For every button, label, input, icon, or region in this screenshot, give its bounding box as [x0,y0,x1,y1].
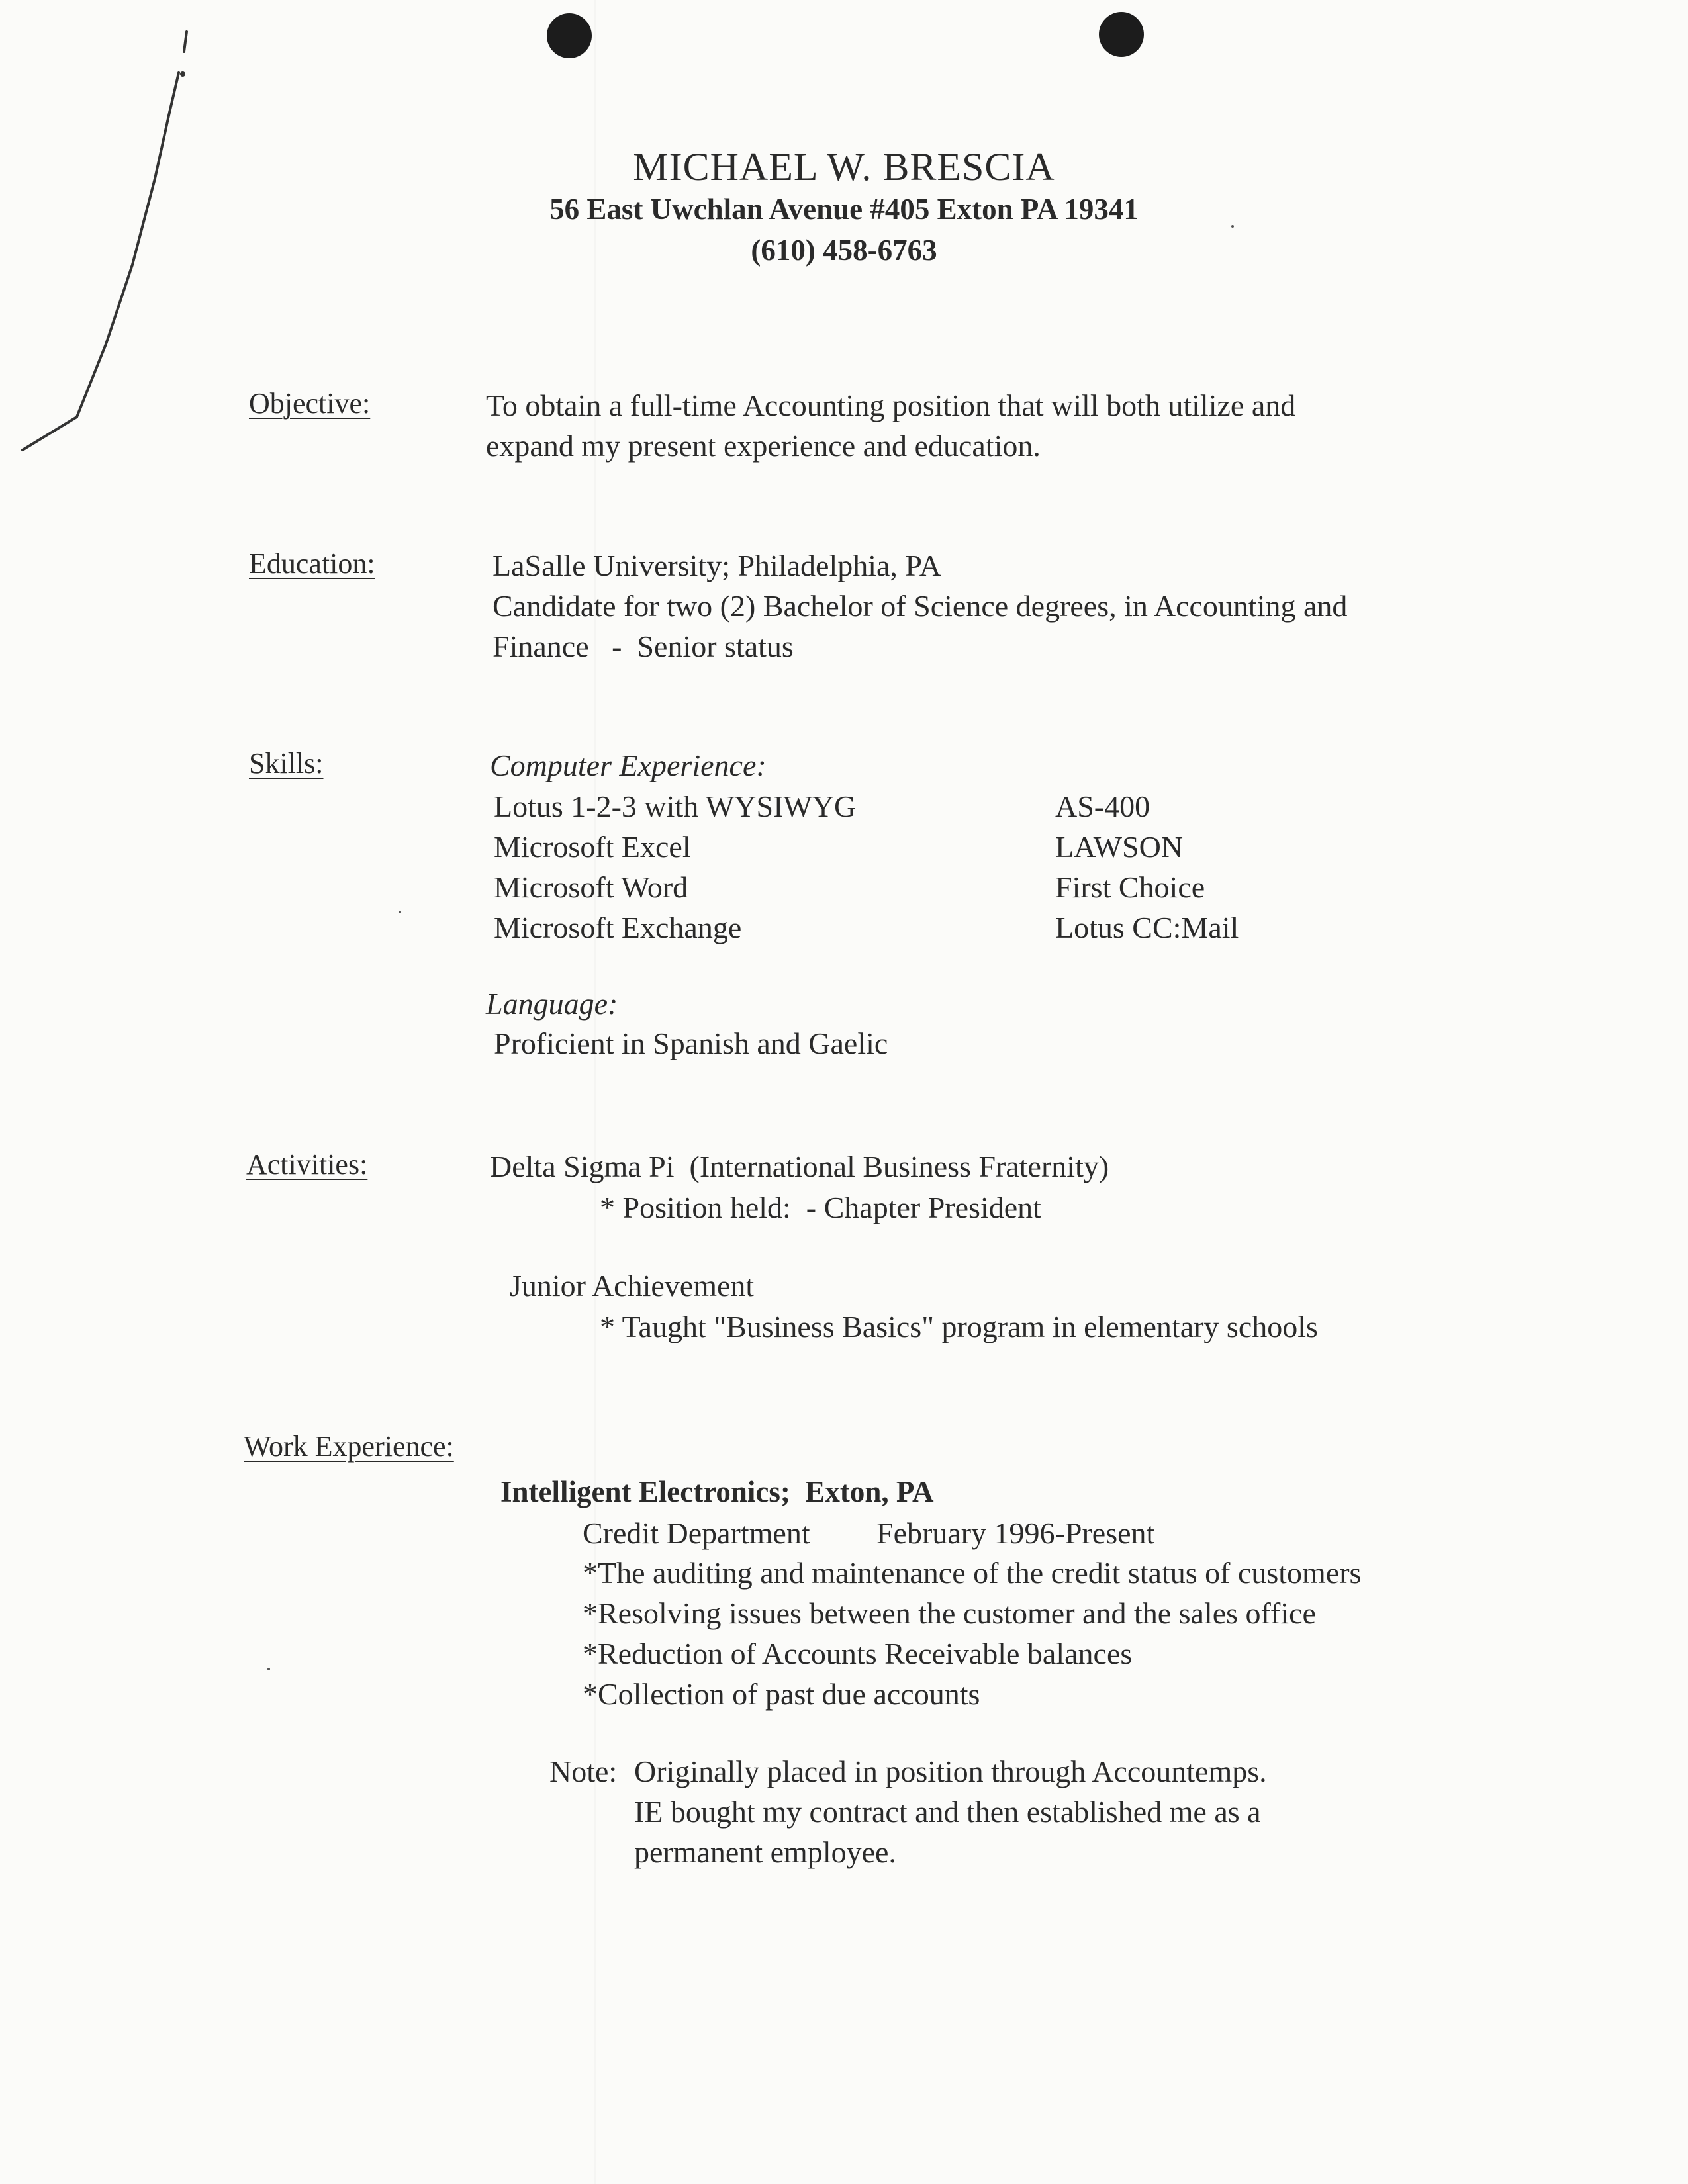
objective-line: To obtain a full-time Accounting position that will both utilize and [486,388,1296,422]
computer-skills-right [1055,786,1239,948]
job-duties [583,1553,1361,1714]
computer-experience-heading: Computer Experience: [490,749,767,782]
punch-hole-right [1099,12,1144,57]
skill-item: Microsoft Word [494,870,688,904]
work-experience-label: Work Experience: [244,1430,454,1463]
objective-text [486,385,1295,466]
skill-item: Lotus 1-2-3 with WYSIWYG [494,790,857,823]
scan-speck [399,911,401,913]
activity-detail: * Taught "Business Basics" program in elementary schools [600,1310,1318,1343]
duty-item: *Resolving issues between the customer and the sales office [583,1596,1316,1630]
duty-item: *Reduction of Accounts Receivable balances [583,1637,1133,1670]
skill-item: First Choice [1055,870,1205,904]
duty-item: *The auditing and maintenance of the credit status of customers [583,1556,1362,1590]
resume-address: 56 East Uwchlan Avenue #405 Exton PA 19341 [549,193,1139,226]
objective-line: expand my present experience and education. [486,429,1041,463]
activity-title: Delta Sigma Pi (International Business Fraternity) [490,1150,1109,1183]
skill-item: Microsoft Excel [494,830,691,864]
activities-label: Activities: [246,1148,368,1181]
education-text [492,545,1347,666]
note-label: Note: [549,1754,618,1788]
skill-item: Microsoft Exchange [494,911,742,944]
skill-item: LAWSON [1055,830,1184,864]
education-line: LaSalle University; Philadelphia, PA [492,549,942,582]
activity-title: Junior Achievement [510,1269,755,1302]
activity-detail: * Position held: - Chapter President [600,1191,1041,1224]
objective-label: Objective: [249,387,371,420]
resume-name: MICHAEL W. BRESCIA [633,145,1055,189]
skill-item: Lotus CC:Mail [1055,911,1239,944]
language-text: Proficient in Spanish and Gaelic [494,1026,888,1060]
job-department: Credit Department [583,1516,810,1550]
punch-hole-left [547,13,592,58]
language-heading: Language: [486,987,618,1021]
duty-item: *Collection of past due accounts [583,1677,980,1711]
scan-streak [594,0,596,2184]
education-line: Finance - Senior status [492,629,794,663]
job-dates: February 1996-Present [876,1516,1155,1550]
education-label: Education: [249,547,375,580]
skills-label: Skills: [249,747,324,780]
skill-item: AS-400 [1055,790,1150,823]
note-line: Originally placed in position through Accountemps. [634,1754,1267,1788]
employer-name: Intelligent Electronics; Exton, PA [500,1475,934,1508]
note-line: permanent employee. [634,1835,896,1869]
education-line: Candidate for two (2) Bachelor of Science degrees, in Accounting and [492,589,1348,623]
scan-speck [267,1668,270,1670]
note-text [634,1751,1267,1872]
computer-skills-left [494,786,856,948]
note-line: IE bought my contract and then established me as a [634,1795,1261,1829]
resume-phone: (610) 458-6763 [751,234,937,267]
